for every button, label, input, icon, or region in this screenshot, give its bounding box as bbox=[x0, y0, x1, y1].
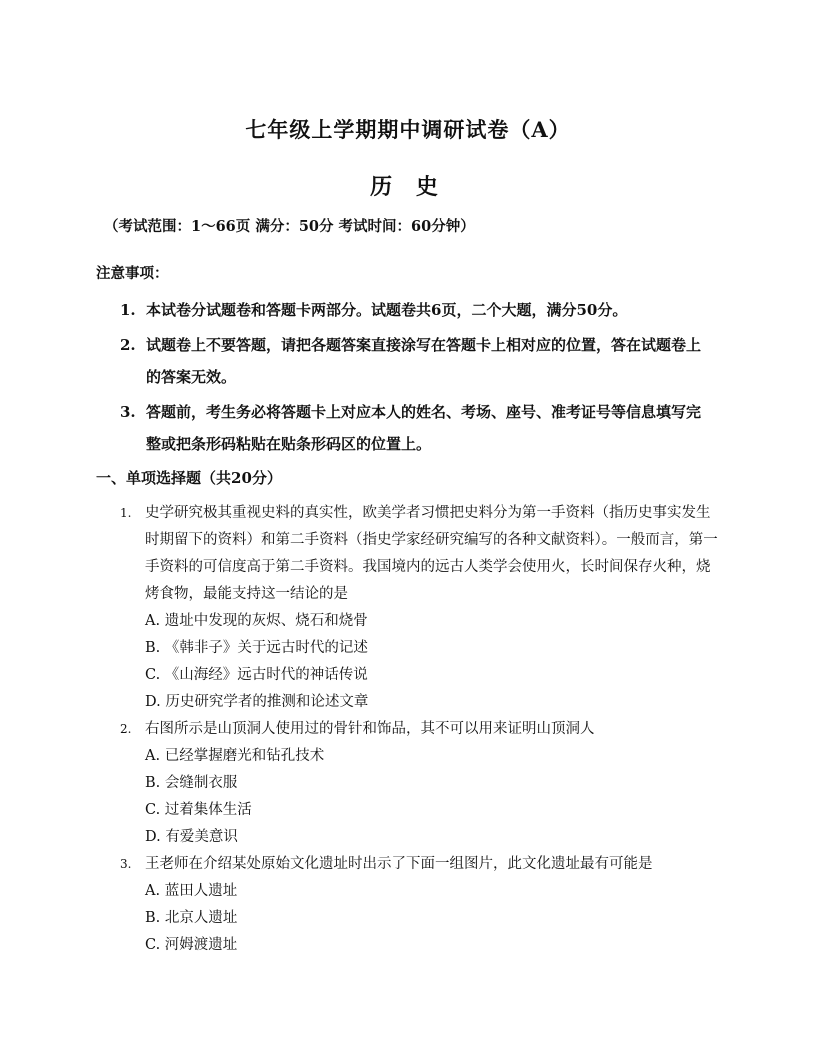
option: B. 《韩非子》关于远古时代的记述 bbox=[145, 640, 368, 656]
exam-info: （考试范围：1～66页 满分：50分 考试时间：60分钟） bbox=[104, 218, 475, 235]
notice-item-number: 3. bbox=[120, 403, 136, 421]
notice-heading: 注意事项： bbox=[96, 265, 169, 282]
option: A. 蓝田人遗址 bbox=[145, 883, 238, 899]
question bbox=[120, 716, 720, 743]
option: B. 会缝制衣服 bbox=[145, 775, 238, 791]
option: D. 有爱美意识 bbox=[145, 829, 238, 845]
notice-item bbox=[120, 396, 720, 460]
notice-list bbox=[120, 294, 720, 463]
notice-item-text: 答题前，考生务必将答题卡上对应本人的姓名、考场、座号、准考证号等信息填写完整或把条形码粘贴在贴条形码区的位置上。 bbox=[146, 403, 702, 453]
notice-item bbox=[120, 294, 720, 326]
option: D. 历史研究学者的推测和论述文章 bbox=[145, 694, 369, 710]
question-text: 王老师在介绍某处原始文化遗址时出示了下面一组图片，此文化遗址最有可能是 bbox=[145, 856, 653, 872]
question-list bbox=[120, 500, 720, 959]
question-text: 史学研究极其重视史料的真实性，欧美学者习惯把史料分为第一手资料（指历史事实发生时期留下的资料）和第二手资料（指史学家经研究编写的各种文献资料）。一般而言，第一手资料的可信度高于第二手资料。我国境内的远古人类学会使用火，长时间保存火种，烧烤食物，最能支持这一结论的是 bbox=[145, 505, 718, 602]
notice-item-number: 2. bbox=[120, 336, 136, 354]
option: C. 过着集体生活 bbox=[145, 802, 252, 818]
subject-title: 历 史 bbox=[370, 174, 446, 200]
notice-item-text: 本试卷分试题卷和答题卡两部分。试题卷共6页，二个大题，满分50分。 bbox=[146, 301, 628, 319]
option: A. 已经掌握磨光和钻孔技术 bbox=[145, 748, 325, 764]
question-number: 1. bbox=[120, 506, 132, 520]
question-number: 3. bbox=[120, 857, 132, 871]
question bbox=[120, 851, 720, 878]
option: A. 遗址中发现的灰烬、烧石和烧骨 bbox=[145, 613, 368, 629]
question bbox=[120, 500, 720, 608]
notice-item bbox=[120, 329, 720, 393]
notice-item-text: 试题卷上不要答题，请把各题答案直接涂写在答题卡上相对应的位置，答在试题卷上的答案无效。 bbox=[146, 336, 702, 386]
question-number: 2. bbox=[120, 722, 132, 736]
notice-item-number: 1. bbox=[120, 301, 136, 319]
exam-title: 七年级上学期期中调研试卷（A） bbox=[245, 117, 571, 142]
question-text: 右图所示是山顶洞人使用过的骨针和饰品，其不可以用来证明山顶洞人 bbox=[145, 721, 595, 737]
option: C. 《山海经》远古时代的神话传说 bbox=[145, 667, 368, 683]
option: B. 北京人遗址 bbox=[145, 910, 238, 926]
section-heading: 一、单项选择题（共20分） bbox=[96, 469, 282, 487]
option: C. 河姆渡遗址 bbox=[145, 937, 238, 953]
